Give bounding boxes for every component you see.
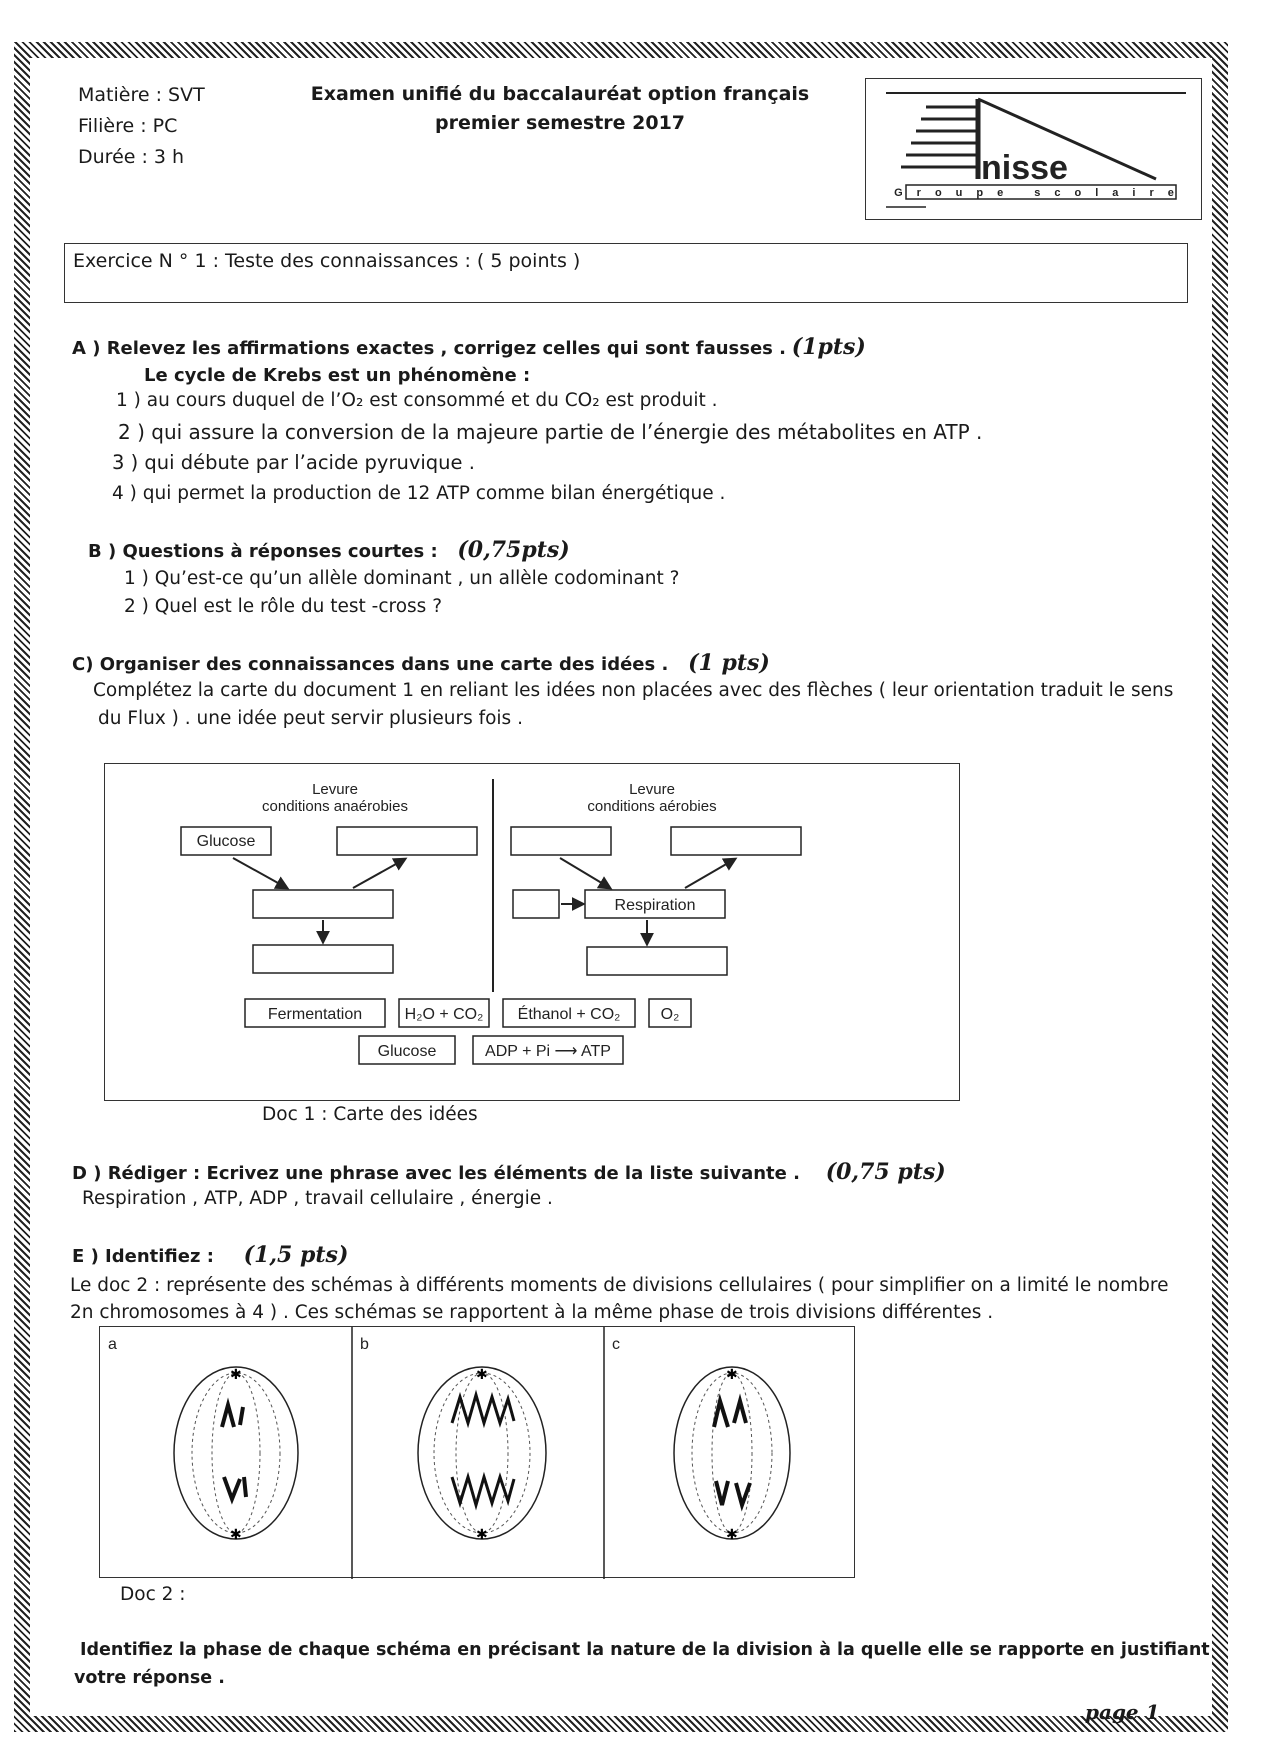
partB-item-2: 2 ) Quel est le rôle du test -cross ?: [124, 596, 443, 617]
doc1-respiration-label: Respiration: [614, 897, 696, 914]
partB-prompt: B ) Questions à réponses courtes :: [88, 541, 438, 562]
exercise-title: Exercice N ° 1 : Teste des connaissances : ( 5 points ): [73, 250, 581, 272]
svg-text:✱: ✱: [230, 1526, 242, 1542]
partE-line2: 2n chromosomes à 4 ) . Ces schémas se rapportent à la même phase de trois divisions différentes .: [70, 1302, 994, 1323]
cell-b: [418, 1366, 546, 1542]
partE-prompt-line: [72, 1241, 348, 1271]
partE-question-line2: votre réponse .: [74, 1668, 225, 1688]
duration: Durée : 3 h: [78, 146, 185, 168]
doc2-diagram: [100, 1327, 856, 1579]
doc1-option-6: ADP + Pi ⟶ ATP: [485, 1043, 611, 1060]
partD-prompt: D ) Rédiger : Ecrivez une phrase avec les éléments de la liste suivante .: [72, 1163, 800, 1184]
stream: Filière : PC: [78, 115, 178, 137]
doc1-option-1: Fermentation: [267, 1006, 363, 1023]
exam-title-line2: premier semestre 2017: [434, 112, 686, 134]
partA-item-2: 2 ) qui assure la conversion de la majeure partie de l’énergie des métabolites en ATP .: [118, 420, 983, 444]
cell-c: [674, 1366, 790, 1542]
partB-prompt-line: [88, 536, 570, 566]
doc2-caption: Doc 2 :: [120, 1584, 186, 1605]
doc1-arrow-4: [560, 858, 610, 888]
svg-text:✱: ✱: [476, 1526, 488, 1542]
exam-title-line1: Examen unifié du baccalauréat option français: [310, 83, 810, 105]
logo-name: nisse: [981, 149, 1068, 187]
doc1-caption: Doc 1 : Carte des idées: [262, 1104, 478, 1125]
svg-text:✱: ✱: [726, 1526, 738, 1542]
page-number: page 1: [1085, 1700, 1160, 1724]
doc1-left-title1: Levure: [312, 781, 358, 798]
partA-item-1: 1 ) au cours duquel de l’O₂ est consommé et du CO₂ est produit .: [116, 390, 718, 411]
partA-prompt-line: [72, 333, 866, 363]
partE-prompt: E ) Identifiez :: [72, 1246, 214, 1267]
partC-points: (1 pts): [688, 650, 770, 676]
partE-line1: Le doc 2 : représente des schémas à différents moments de divisions cellulaires ( pour simplifier on a limité le nombre: [70, 1275, 1169, 1296]
doc1-empty-box-6: [513, 890, 559, 918]
subject: Matière : SVT: [78, 84, 205, 106]
svg-text:✱: ✱: [230, 1366, 242, 1382]
doc2-label-a: a: [108, 1336, 117, 1353]
partC-prompt-line: [72, 649, 770, 679]
doc1-glucose-label: Glucose: [196, 833, 256, 850]
doc1-empty-box-1: [337, 827, 477, 855]
exercise-title-box: [64, 243, 1188, 303]
doc1-diagram: [105, 764, 961, 1102]
doc1-arrow-5: [685, 859, 735, 888]
logo-graphic: [866, 79, 1201, 219]
partA-item-4: 4 ) qui permet la production de 12 ATP comme bilan énergétique .: [112, 483, 726, 504]
partA-intro: Le cycle de Krebs est un phénomène :: [144, 365, 531, 386]
doc1-option-5: Glucose: [377, 1043, 437, 1060]
school-logo: [865, 78, 1202, 220]
doc1-empty-box-5: [671, 827, 801, 855]
partC-prompt: C) Organiser des connaissances dans une carte des idées .: [72, 654, 669, 675]
doc1-option-3: Éthanol + CO₂: [517, 1006, 621, 1023]
doc1-arrow-2: [353, 859, 405, 888]
doc2-label-c: c: [612, 1336, 620, 1353]
doc1-idea-map: [104, 763, 960, 1101]
doc1-empty-box-7: [587, 947, 727, 975]
partC-line1: Complétez la carte du document 1 en reliant les idées non placées avec des flèches ( leur orientation traduit le sens: [93, 680, 1174, 701]
logo-subtitle: Groupe scolaire: [894, 187, 1188, 199]
header-info: [78, 80, 205, 173]
partA-points: (1pts): [791, 334, 866, 360]
svg-text:✱: ✱: [476, 1366, 488, 1382]
partE-question-line1: Identifiez la phase de chaque schéma en précisant la nature de la division à la quelle elle se rapporte en justifiant: [80, 1640, 1210, 1660]
cell-a: [174, 1366, 298, 1542]
svg-text:✱: ✱: [726, 1366, 738, 1382]
doc2-label-b: b: [360, 1336, 369, 1353]
doc1-left-title2: conditions anaérobies: [262, 798, 408, 815]
doc1-arrow-1: [233, 858, 287, 888]
doc1-empty-box-2: [253, 890, 393, 918]
partA-item-3: 3 ) qui débute par l’acide pyruvique .: [112, 451, 475, 474]
partD-list: Respiration , ATP, ADP , travail cellulaire , énergie .: [82, 1188, 553, 1209]
doc1-empty-box-3: [253, 945, 393, 973]
doc1-empty-box-4: [511, 827, 611, 855]
doc1-right-title1: Levure: [629, 781, 675, 798]
exam-title: [300, 80, 820, 138]
partA-prompt: A ) Relevez les affirmations exactes , corrigez celles qui sont fausses .: [72, 338, 786, 359]
partD-prompt-line: [72, 1158, 946, 1188]
partD-points: (0,75 pts): [825, 1159, 946, 1185]
doc1-right-title2: conditions aérobies: [587, 798, 717, 815]
doc1-option-2: H₂O + CO₂: [404, 1006, 484, 1023]
doc1-option-4: O₂: [660, 1006, 680, 1023]
partE-points: (1,5 pts): [243, 1242, 349, 1268]
partC-line2: du Flux ) . une idée peut servir plusieurs fois .: [98, 708, 523, 729]
doc2-cell-division-schemas: [99, 1326, 855, 1578]
partB-points: (0,75pts): [457, 537, 570, 563]
partB-item-1: 1 ) Qu’est-ce qu’un allèle dominant , un allèle codominant ?: [124, 568, 680, 589]
